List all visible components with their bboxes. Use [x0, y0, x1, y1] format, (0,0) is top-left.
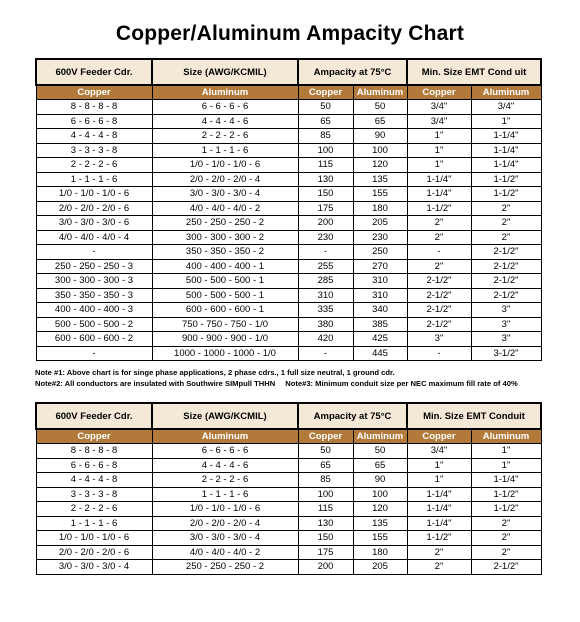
ampacity-table-1 [35, 58, 542, 361]
cell-feeder-copper: 2 - 2 - 2 - 6 [36, 158, 152, 173]
cell-size-aluminum: 1 - 1 - 1 - 6 [152, 487, 298, 502]
note-2-3-line [35, 378, 545, 389]
cell-amp-aluminum: 180 [353, 201, 407, 216]
cell-feeder-copper: 4/0 - 4/0 - 4/0 - 4 [36, 230, 152, 245]
cell-amp-copper: 50 [298, 444, 353, 459]
cell-amp-copper: 115 [298, 502, 353, 517]
table-row [36, 473, 541, 488]
cell-emt-aluminum: 3" [471, 303, 541, 318]
sub-feeder-copper: Copper [36, 429, 152, 444]
cell-amp-aluminum: 340 [353, 303, 407, 318]
cell-emt-copper: 1" [407, 473, 471, 488]
cell-amp-aluminum: 155 [353, 531, 407, 546]
table-row [36, 516, 541, 531]
table-row [36, 245, 541, 260]
cell-amp-aluminum: 90 [353, 129, 407, 144]
cell-amp-aluminum: 445 [353, 346, 407, 361]
cell-size-aluminum: 900 - 900 - 900 - 1/0 [152, 332, 298, 347]
note-3: Note#3: Minimum conduit size per NEC maximum fill rate of 40% [285, 379, 518, 388]
table-row [36, 332, 541, 347]
cell-amp-aluminum: 180 [353, 545, 407, 560]
cell-emt-copper: 1" [407, 143, 471, 158]
cell-size-aluminum: 500 - 500 - 500 - 1 [152, 288, 298, 303]
cell-emt-copper: 1-1/4" [407, 172, 471, 187]
cell-feeder-copper: 3/0 - 3/0 - 3/0 - 4 [36, 560, 152, 575]
notes [35, 367, 545, 389]
sub-amp-copper: Copper [298, 85, 353, 100]
note-1: Note #1: Above chart is for singe phase applications, 2 phase cdrs., 1 full size neutral, 1 ground cdr. [35, 368, 395, 377]
header-emt: Min. Size EMT Conduit [407, 403, 541, 429]
cell-emt-aluminum: 3-1/2" [471, 346, 541, 361]
cell-emt-aluminum: 2" [471, 230, 541, 245]
cell-amp-aluminum: 155 [353, 187, 407, 202]
cell-feeder-copper: 6 - 6 - 6 - 8 [36, 114, 152, 129]
table-row [36, 560, 541, 575]
cell-emt-copper: 3/4" [407, 100, 471, 115]
cell-emt-copper: - [407, 245, 471, 260]
table-row [36, 230, 541, 245]
cell-amp-copper: 200 [298, 216, 353, 231]
cell-feeder-copper: 350 - 350 - 350 - 3 [36, 288, 152, 303]
cell-emt-copper: 2-1/2" [407, 317, 471, 332]
cell-emt-aluminum: 2" [471, 201, 541, 216]
cell-feeder-copper: 6 - 6 - 6 - 8 [36, 458, 152, 473]
cell-amp-aluminum: 425 [353, 332, 407, 347]
cell-size-aluminum: 6 - 6 - 6 - 6 [152, 100, 298, 115]
note-2: Note#2: All conductors are insulated with Southwire SIMpull THHN [35, 379, 276, 388]
cell-feeder-copper: 250 - 250 - 250 - 3 [36, 259, 152, 274]
cell-amp-copper: 285 [298, 274, 353, 289]
cell-size-aluminum: 6 - 6 - 6 - 6 [152, 444, 298, 459]
cell-amp-copper: - [298, 346, 353, 361]
header-size: Size (AWG/KCMIL) [152, 59, 298, 85]
sub-feeder-copper: Copper [36, 85, 152, 100]
cell-amp-copper: 255 [298, 259, 353, 274]
cell-amp-copper: 100 [298, 487, 353, 502]
cell-emt-copper: 3/4" [407, 114, 471, 129]
table-row [36, 458, 541, 473]
cell-amp-copper: 230 [298, 230, 353, 245]
table-row [36, 444, 541, 459]
cell-amp-aluminum: 50 [353, 100, 407, 115]
table-1-body [36, 100, 541, 361]
table-row [36, 100, 541, 115]
cell-amp-copper: 115 [298, 158, 353, 173]
cell-size-aluminum: 2 - 2 - 2 - 6 [152, 473, 298, 488]
header-ampacity: Ampacity at 75°C [298, 403, 407, 429]
cell-emt-aluminum: 1-1/4" [471, 473, 541, 488]
cell-amp-aluminum: 135 [353, 172, 407, 187]
cell-emt-copper: 3/4" [407, 444, 471, 459]
sub-amp-copper: Copper [298, 429, 353, 444]
cell-feeder-copper: 1/0 - 1/0 - 1/0 - 6 [36, 187, 152, 202]
cell-emt-copper: 2" [407, 259, 471, 274]
cell-emt-copper: 1-1/2" [407, 201, 471, 216]
table-row [36, 288, 541, 303]
cell-amp-aluminum: 135 [353, 516, 407, 531]
table-row [36, 172, 541, 187]
cell-feeder-copper: - [36, 245, 152, 260]
cell-emt-aluminum: 1-1/4" [471, 129, 541, 144]
cell-amp-copper: 420 [298, 332, 353, 347]
cell-emt-copper: 1-1/4" [407, 516, 471, 531]
cell-feeder-copper: 8 - 8 - 8 - 8 [36, 100, 152, 115]
cell-amp-copper: - [298, 245, 353, 260]
cell-amp-copper: 150 [298, 531, 353, 546]
cell-feeder-copper: 3 - 3 - 3 - 8 [36, 487, 152, 502]
cell-size-aluminum: 4 - 4 - 4 - 6 [152, 114, 298, 129]
cell-emt-copper: 2" [407, 216, 471, 231]
cell-emt-aluminum: 2-1/2" [471, 560, 541, 575]
cell-amp-aluminum: 65 [353, 114, 407, 129]
cell-size-aluminum: 500 - 500 - 500 - 1 [152, 274, 298, 289]
header-ampacity: Ampacity at 75°C [298, 59, 407, 85]
cell-emt-aluminum: 2" [471, 516, 541, 531]
table-row [36, 303, 541, 318]
cell-size-aluminum: 600 - 600 - 600 - 1 [152, 303, 298, 318]
table-row [36, 545, 541, 560]
cell-emt-aluminum: 2-1/2" [471, 259, 541, 274]
cell-size-aluminum: 2/0 - 2/0 - 2/0 - 4 [152, 172, 298, 187]
cell-amp-aluminum: 205 [353, 216, 407, 231]
cell-size-aluminum: 1000 - 1000 - 1000 - 1/0 [152, 346, 298, 361]
cell-size-aluminum: 2 - 2 - 2 - 6 [152, 129, 298, 144]
cell-feeder-copper: 4 - 4 - 4 - 8 [36, 473, 152, 488]
cell-size-aluminum: 1/0 - 1/0 - 1/0 - 6 [152, 502, 298, 517]
cell-amp-aluminum: 270 [353, 259, 407, 274]
cell-amp-aluminum: 65 [353, 458, 407, 473]
cell-emt-aluminum: 1" [471, 444, 541, 459]
table-row [36, 346, 541, 361]
cell-amp-copper: 50 [298, 100, 353, 115]
cell-size-aluminum: 4 - 4 - 4 - 6 [152, 458, 298, 473]
cell-size-aluminum: 400 - 400 - 400 - 1 [152, 259, 298, 274]
cell-feeder-copper: 2/0 - 2/0 - 2/0 - 6 [36, 545, 152, 560]
cell-emt-copper: - [407, 346, 471, 361]
sub-size-aluminum: Aluminum [152, 429, 298, 444]
cell-emt-aluminum: 2-1/2" [471, 245, 541, 260]
cell-amp-copper: 130 [298, 172, 353, 187]
cell-emt-aluminum: 1-1/2" [471, 187, 541, 202]
header-feeder: 600V Feeder Cdr. [36, 59, 152, 85]
cell-amp-copper: 85 [298, 129, 353, 144]
sub-emt-copper: Copper [407, 429, 471, 444]
cell-feeder-copper: 400 - 400 - 400 - 3 [36, 303, 152, 318]
header-size: Size (AWG/KCMIL) [152, 403, 298, 429]
cell-amp-copper: 150 [298, 187, 353, 202]
cell-emt-copper: 1-1/4" [407, 502, 471, 517]
cell-feeder-copper: 1 - 1 - 1 - 6 [36, 172, 152, 187]
cell-amp-aluminum: 100 [353, 143, 407, 158]
cell-emt-copper: 1-1/2" [407, 531, 471, 546]
cell-emt-copper: 2-1/2" [407, 274, 471, 289]
cell-size-aluminum: 1 - 1 - 1 - 6 [152, 143, 298, 158]
cell-emt-copper: 2" [407, 230, 471, 245]
sub-emt-aluminum: Aluminum [471, 85, 541, 100]
cell-amp-aluminum: 90 [353, 473, 407, 488]
cell-emt-aluminum: 2-1/2" [471, 274, 541, 289]
table-row [36, 114, 541, 129]
table-row [36, 216, 541, 231]
cell-size-aluminum: 4/0 - 4/0 - 4/0 - 2 [152, 201, 298, 216]
cell-emt-aluminum: 3/4" [471, 100, 541, 115]
cell-feeder-copper: - [36, 346, 152, 361]
sub-size-aluminum: Aluminum [152, 85, 298, 100]
cell-amp-copper: 380 [298, 317, 353, 332]
sub-emt-copper: Copper [407, 85, 471, 100]
cell-emt-copper: 2" [407, 545, 471, 560]
cell-amp-copper: 65 [298, 458, 353, 473]
cell-amp-aluminum: 50 [353, 444, 407, 459]
cell-emt-copper: 2" [407, 560, 471, 575]
table-row [36, 274, 541, 289]
cell-amp-aluminum: 205 [353, 560, 407, 575]
cell-amp-aluminum: 385 [353, 317, 407, 332]
cell-amp-aluminum: 310 [353, 288, 407, 303]
cell-feeder-copper: 600 - 600 - 600 - 2 [36, 332, 152, 347]
cell-emt-copper: 2-1/2" [407, 288, 471, 303]
cell-amp-aluminum: 250 [353, 245, 407, 260]
ampacity-table-2 [35, 402, 542, 575]
table-row [36, 201, 541, 216]
cell-amp-aluminum: 120 [353, 158, 407, 173]
cell-amp-aluminum: 100 [353, 487, 407, 502]
cell-emt-aluminum: 1-1/2" [471, 502, 541, 517]
table-row [36, 158, 541, 173]
cell-emt-aluminum: 1-1/4" [471, 143, 541, 158]
cell-emt-copper: 2-1/2" [407, 303, 471, 318]
cell-size-aluminum: 4/0 - 4/0 - 4/0 - 2 [152, 545, 298, 560]
table-row [36, 531, 541, 546]
cell-feeder-copper: 3/0 - 3/0 - 3/0 - 6 [36, 216, 152, 231]
cell-feeder-copper: 1 - 1 - 1 - 6 [36, 516, 152, 531]
cell-amp-copper: 200 [298, 560, 353, 575]
cell-amp-copper: 65 [298, 114, 353, 129]
sub-amp-aluminum: Aluminum [353, 429, 407, 444]
cell-emt-copper: 1" [407, 158, 471, 173]
cell-feeder-copper: 2/0 - 2/0 - 2/0 - 6 [36, 201, 152, 216]
cell-feeder-copper: 2 - 2 - 2 - 6 [36, 502, 152, 517]
cell-amp-copper: 130 [298, 516, 353, 531]
cell-amp-copper: 85 [298, 473, 353, 488]
cell-emt-copper: 1" [407, 458, 471, 473]
cell-emt-aluminum: 1-1/2" [471, 172, 541, 187]
table-row [36, 143, 541, 158]
cell-amp-copper: 335 [298, 303, 353, 318]
table-row [36, 317, 541, 332]
cell-amp-aluminum: 310 [353, 274, 407, 289]
cell-amp-copper: 175 [298, 545, 353, 560]
cell-emt-aluminum: 3" [471, 332, 541, 347]
cell-amp-aluminum: 230 [353, 230, 407, 245]
cell-emt-aluminum: 1-1/2" [471, 487, 541, 502]
cell-size-aluminum: 750 - 750 - 750 - 1/0 [152, 317, 298, 332]
cell-amp-copper: 100 [298, 143, 353, 158]
cell-amp-copper: 310 [298, 288, 353, 303]
header-feeder: 600V Feeder Cdr. [36, 403, 152, 429]
cell-emt-aluminum: 1" [471, 114, 541, 129]
cell-feeder-copper: 4 - 4 - 4 - 8 [36, 129, 152, 144]
cell-emt-aluminum: 3" [471, 317, 541, 332]
cell-amp-aluminum: 120 [353, 502, 407, 517]
table-row [36, 129, 541, 144]
cell-emt-aluminum: 2-1/2" [471, 288, 541, 303]
cell-feeder-copper: 1/0 - 1/0 - 1/0 - 6 [36, 531, 152, 546]
cell-emt-copper: 1" [407, 129, 471, 144]
cell-emt-aluminum: 1" [471, 458, 541, 473]
cell-emt-aluminum: 2" [471, 531, 541, 546]
cell-emt-copper: 3" [407, 332, 471, 347]
sub-emt-aluminum: Aluminum [471, 429, 541, 444]
cell-size-aluminum: 3/0 - 3/0 - 3/0 - 4 [152, 531, 298, 546]
table-row [36, 487, 541, 502]
cell-feeder-copper: 500 - 500 - 500 - 2 [36, 317, 152, 332]
cell-emt-copper: 1-1/4" [407, 187, 471, 202]
cell-emt-aluminum: 1-1/4" [471, 158, 541, 173]
cell-amp-copper: 175 [298, 201, 353, 216]
table-2-body [36, 444, 541, 575]
page-title: Copper/Aluminum Ampacity Chart [115, 22, 465, 45]
header-emt: Min. Size EMT Cond uit [407, 59, 541, 85]
cell-size-aluminum: 3/0 - 3/0 - 3/0 - 4 [152, 187, 298, 202]
cell-emt-copper: 1-1/4" [407, 487, 471, 502]
cell-feeder-copper: 300 - 300 - 300 - 3 [36, 274, 152, 289]
table-row [36, 187, 541, 202]
cell-emt-aluminum: 2" [471, 216, 541, 231]
table-row [36, 502, 541, 517]
cell-feeder-copper: 3 - 3 - 3 - 8 [36, 143, 152, 158]
cell-size-aluminum: 250 - 250 - 250 - 2 [152, 216, 298, 231]
cell-feeder-copper: 8 - 8 - 8 - 8 [36, 444, 152, 459]
cell-size-aluminum: 1/0 - 1/0 - 1/0 - 6 [152, 158, 298, 173]
sub-amp-aluminum: Aluminum [353, 85, 407, 100]
cell-emt-aluminum: 2" [471, 545, 541, 560]
cell-size-aluminum: 350 - 350 - 350 - 2 [152, 245, 298, 260]
cell-size-aluminum: 250 - 250 - 250 - 2 [152, 560, 298, 575]
cell-size-aluminum: 2/0 - 2/0 - 2/0 - 4 [152, 516, 298, 531]
cell-size-aluminum: 300 - 300 - 300 - 2 [152, 230, 298, 245]
table-row [36, 259, 541, 274]
